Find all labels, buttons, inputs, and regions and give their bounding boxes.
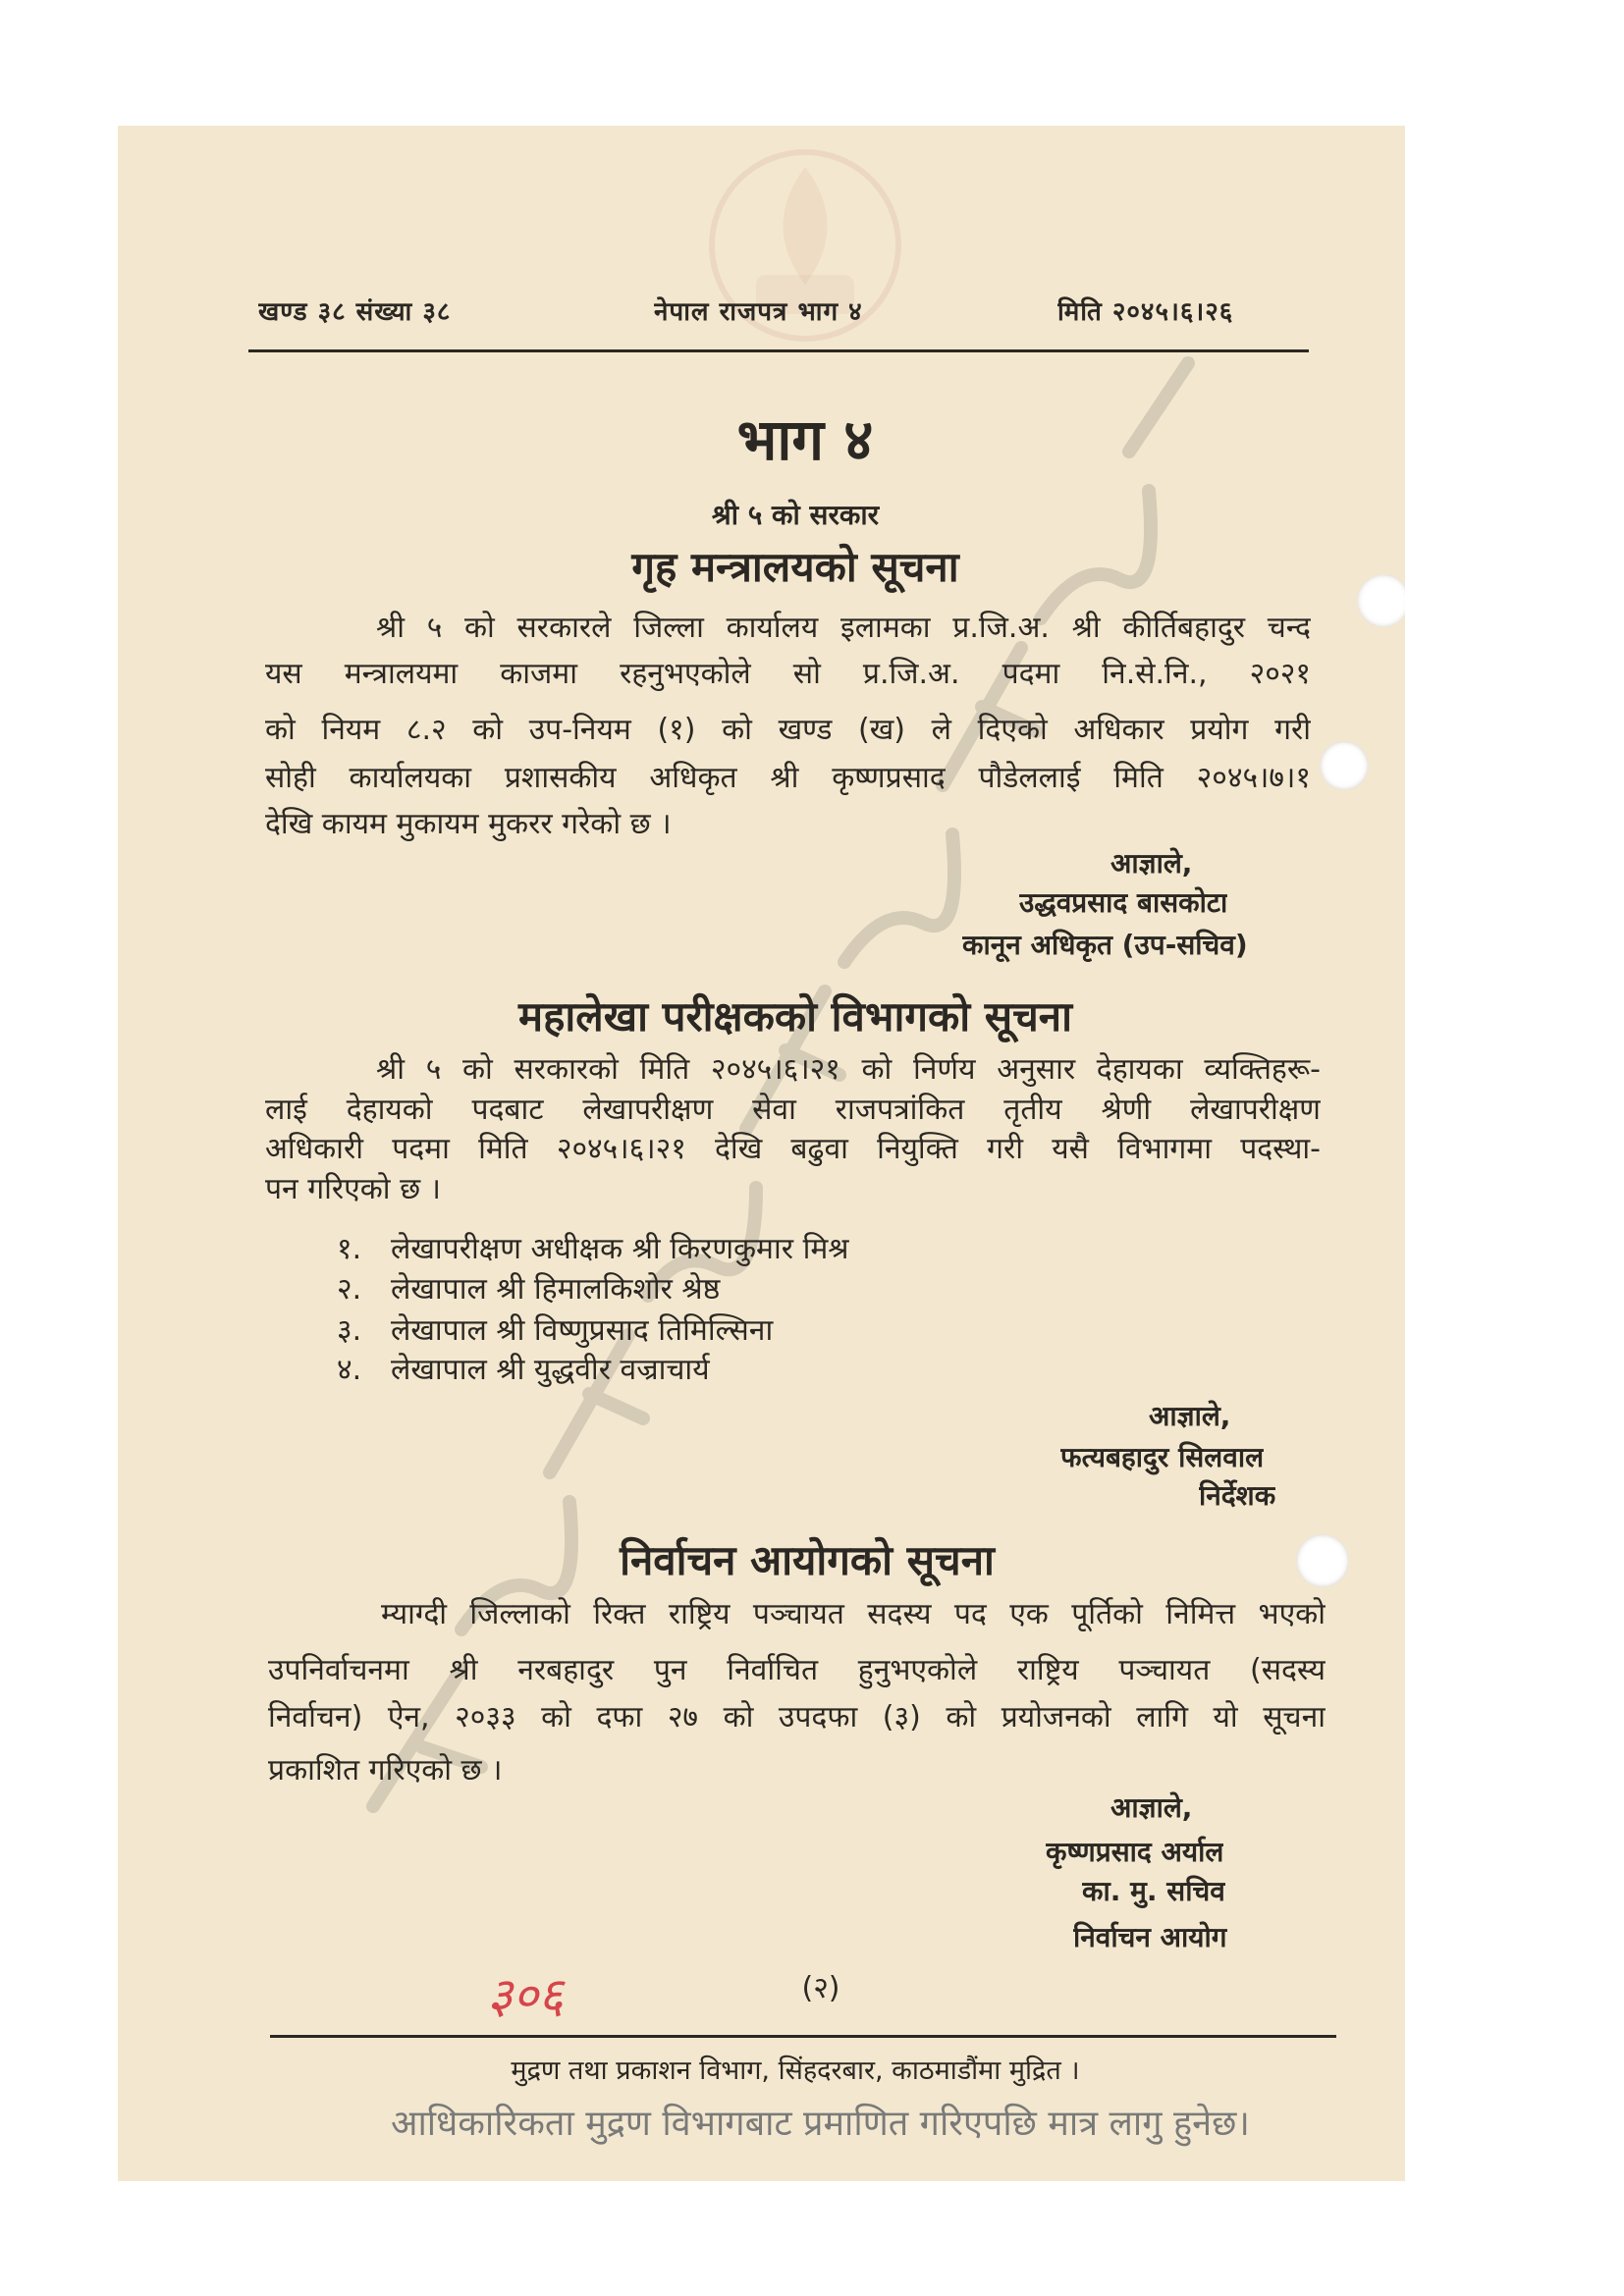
signature-office: निर्वाचन आयोग bbox=[1073, 1921, 1227, 1953]
signature-order: आज्ञाले, bbox=[1149, 1400, 1231, 1432]
list-number: ४. bbox=[337, 1353, 362, 1387]
notice-line: प्रकाशित गरिएको छ । bbox=[268, 1753, 503, 1788]
notice-line: को नियम ८.२ को उप-नियम (१) को खण्ड (ख) ले दिएको अधिकार प्रयोग गरी bbox=[265, 713, 1311, 747]
list-number: १. bbox=[337, 1232, 362, 1266]
list-item bbox=[337, 1350, 1220, 1391]
notice-line: सोही कार्यालयका प्रशासकीय अधिकृत श्री कृष्णप्रसाद पौडेललाई मिति २०४५।७।१ bbox=[265, 761, 1311, 795]
header-date: मिति २०४५।६।२६ bbox=[1057, 297, 1234, 327]
notice-line: पन गरिएको छ । bbox=[265, 1172, 442, 1206]
signature-title: का. मु. सचिव bbox=[1082, 1875, 1225, 1907]
punch-hole bbox=[1357, 574, 1405, 627]
signature-order: आज्ञाले, bbox=[1110, 1791, 1193, 1824]
notice-line: उपनिर्वाचनमा श्री नरबहादुर पुन निर्वाचित हुनुभएकोले राष्ट्रिय पञ्चायत (सदस्य bbox=[268, 1653, 1326, 1687]
page-number: (२) bbox=[801, 1971, 840, 2005]
authenticity-note: आधिकारिकता मुद्रण विभागबाट प्रमाणित गरिएपछि मात्र लागु हुनेछ। bbox=[391, 2104, 1250, 2144]
list-item bbox=[337, 1229, 1220, 1270]
header-publication: नेपाल राजपत्र भाग ४ bbox=[654, 297, 863, 327]
signature-title: निर्देशक bbox=[1199, 1479, 1276, 1512]
signature-order: आज्ञाले, bbox=[1110, 847, 1193, 880]
printer-line: मुद्रण तथा प्रकाशन विभाग, सिंहदरबार, काठमाडौंमा मुद्रित । bbox=[511, 2056, 1080, 2086]
notice-heading-election-commission: निर्वाचन आयोगको सूचना bbox=[620, 1536, 995, 1584]
notice-heading-auditor-general: महालेखा परीक्षकको विभागको सूचना bbox=[518, 992, 1072, 1041]
notice-line: अधिकारी पदमा मिति २०४५।६।२१ देखि बढुवा नियुक्ति गरी यसै विभागमा पदस्था- bbox=[265, 1132, 1321, 1166]
government-label: श्री ५ को सरकार bbox=[711, 499, 880, 531]
list-number: ३. bbox=[337, 1313, 362, 1348]
notice-line: यस मन्त्रालयमा काजमा रहनुभएकोले सो प्र.जि.अ. पदमा नि.से.नि., २०२१ bbox=[265, 657, 1311, 691]
signature-title: कानून अधिकृत (उप-सचिव) bbox=[962, 929, 1248, 961]
header-rule bbox=[248, 349, 1309, 352]
signature-name: कृष्णप्रसाद अर्याल bbox=[1046, 1836, 1224, 1868]
handwritten-note: ३०६ bbox=[487, 1967, 564, 2024]
part-title: भाग ४ bbox=[736, 406, 874, 473]
list-item bbox=[337, 1310, 1220, 1352]
notice-line: श्री ५ को सरकारले जिल्ला कार्यालय इलामका प्र.जि.अ. श्री कीर्तिबहादुर चन्द bbox=[376, 611, 1311, 645]
footer-rule bbox=[270, 2035, 1336, 2038]
header-volume: खण्ड ३८ संख्या ३८ bbox=[258, 297, 452, 327]
punch-hole bbox=[1296, 1534, 1349, 1587]
list-text: लेखापरीक्षण अधीक्षक श्री किरणकुमार मिश्र bbox=[391, 1232, 849, 1266]
notice-line: म्याग्दी जिल्लाको रिक्त राष्ट्रिय पञ्चायत सदस्य पद एक पूर्तिको निमित्त भएको bbox=[381, 1597, 1326, 1631]
list-item bbox=[337, 1269, 1220, 1310]
notice-line: निर्वाचन) ऐन, २०३३ को दफा २७ को उपदफा (३) को प्रयोजनको लागि यो सूचना bbox=[268, 1700, 1326, 1735]
notice-line: देखि कायम मुकायम मुकरर गरेको छ । bbox=[265, 807, 672, 841]
notice-line: लाई देहायको पदबाट लेखापरीक्षण सेवा राजपत्रांकित तृतीय श्रेणी लेखापरीक्षण bbox=[265, 1093, 1321, 1127]
list-text: लेखापाल श्री हिमालकिशोर श्रेष्ठ bbox=[391, 1272, 721, 1307]
punch-hole bbox=[1320, 741, 1369, 790]
notice-heading-home-ministry: गृह मन्त्रालयको सूचना bbox=[631, 543, 959, 591]
signature-name: फत्यबहादुर सिलवाल bbox=[1060, 1441, 1265, 1473]
list-number: २. bbox=[337, 1272, 362, 1307]
list-text: लेखापाल श्री युद्धवीर वज्राचार्य bbox=[391, 1353, 710, 1387]
notice-line: श्री ५ को सरकारको मिति २०४५।६।२१ को निर्णय अनुसार देहायका व्यक्तिहरू- bbox=[376, 1052, 1321, 1087]
list-text: लेखापाल श्री विष्णुप्रसाद तिमिल्सिना bbox=[391, 1313, 774, 1348]
gazette-page bbox=[118, 126, 1405, 2181]
signature-name: उद्धवप्रसाद बासकोटा bbox=[1019, 886, 1228, 919]
